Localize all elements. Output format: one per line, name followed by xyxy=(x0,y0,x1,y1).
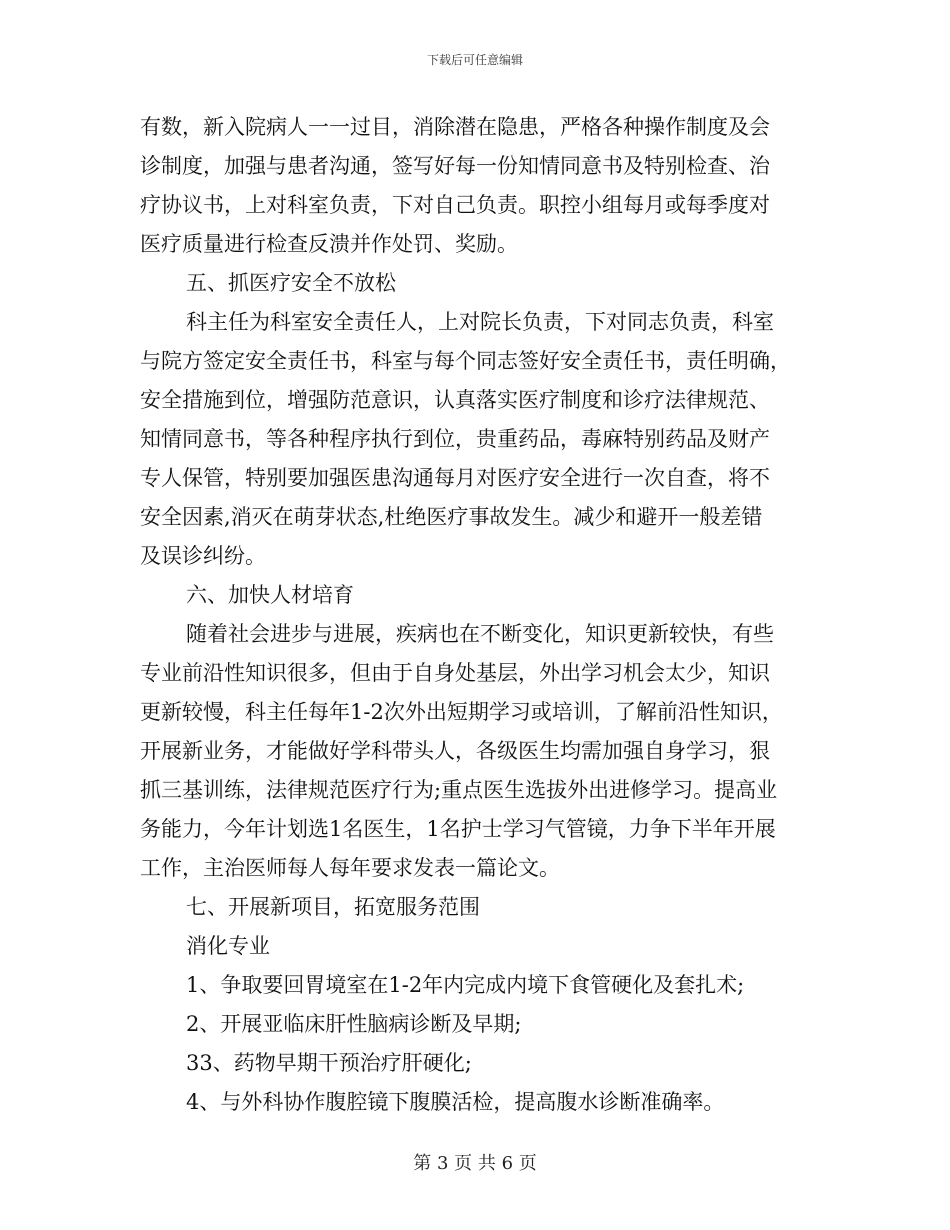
body-line: 专人保管，特别要加强医患沟通每月对医疗安全进行一次自查，将不 xyxy=(140,466,770,490)
body-line: 安全措施到位，增强防范意识，认真落实医疗制度和诊疗法律规范、 xyxy=(140,388,770,412)
list-item: 33、药物早期干预治疗肝硬化; xyxy=(186,1051,472,1075)
body-line: 抓三基训练，法律规范医疗行为;重点医生选拔外出进修学习。提高业 xyxy=(140,778,778,802)
body-line: 随着社会进步与进展，疾病也在不断变化，知识更新较快，有些 xyxy=(186,622,774,646)
document-body xyxy=(140,108,820,1122)
list-item: 4、与外科协作腹腔镜下腹膜活检，提高腹水诊断准确率。 xyxy=(186,1090,725,1114)
list-item: 1、争取要回胃境室在1-2年内完成内境下食管硬化及套扎术; xyxy=(186,973,745,997)
page-header: 下载后可任意编辑 xyxy=(426,53,523,67)
body-line: 及误诊纠纷。 xyxy=(140,544,266,568)
body-line: 诊制度，加强与患者沟通，签写好每一份知情同意书及特别检查、治 xyxy=(140,154,770,178)
body-line: 知情同意书，等各种程序执行到位，贵重药品，毒麻特别药品及财产 xyxy=(140,427,770,451)
list-item: 2、开展亚临床肝性脑病诊断及早期; xyxy=(186,1012,522,1036)
body-line: 更新较慢，科主任每年1-2次外出短期学习或培训，了解前沿性知识， xyxy=(140,700,783,724)
body-line: 务能力，今年计划选1名医生，1名护士学习气管镜，力争下半年开展 xyxy=(140,817,776,841)
page-number-footer: 第 3 页 共 6 页 xyxy=(413,1153,537,1174)
section-heading: 七、开展新项目，拓宽服务范围 xyxy=(186,895,480,919)
body-line: 有数，新入院病人一一过目，消除潜在隐患，严格各种操作制度及会 xyxy=(140,115,770,139)
body-line: 疗协议书，上对科室负责，下对自己负责。职控小组每月或每季度对 xyxy=(140,193,770,217)
section-heading: 五、抓医疗安全不放松 xyxy=(186,271,396,295)
body-line: 开展新业务，才能做好学科带头人，各级医生均需加强自身学习，狠 xyxy=(140,739,770,763)
body-line: 安全因素,消灭在萌芽状态,杜绝医疗事故发生。减少和避开一般差错 xyxy=(140,505,763,529)
section-heading: 六、加快人材培育 xyxy=(186,583,354,607)
body-line: 工作，主治医师每人每年要求发表一篇论文。 xyxy=(140,856,560,880)
body-line: 与院方签定安全责任书，科室与每个同志签好安全责任书，责任明确， xyxy=(140,349,791,373)
body-line: 专业前沿性知识很多，但由于自身处基层，外出学习机会太少，知识 xyxy=(140,661,770,685)
subsection-heading: 消化专业 xyxy=(186,934,270,958)
body-line: 科主任为科室安全责任人，上对院长负责，下对同志负责，科室 xyxy=(186,310,774,334)
body-line: 医疗质量进行检查反溃并作处罚、奖励。 xyxy=(140,232,518,256)
